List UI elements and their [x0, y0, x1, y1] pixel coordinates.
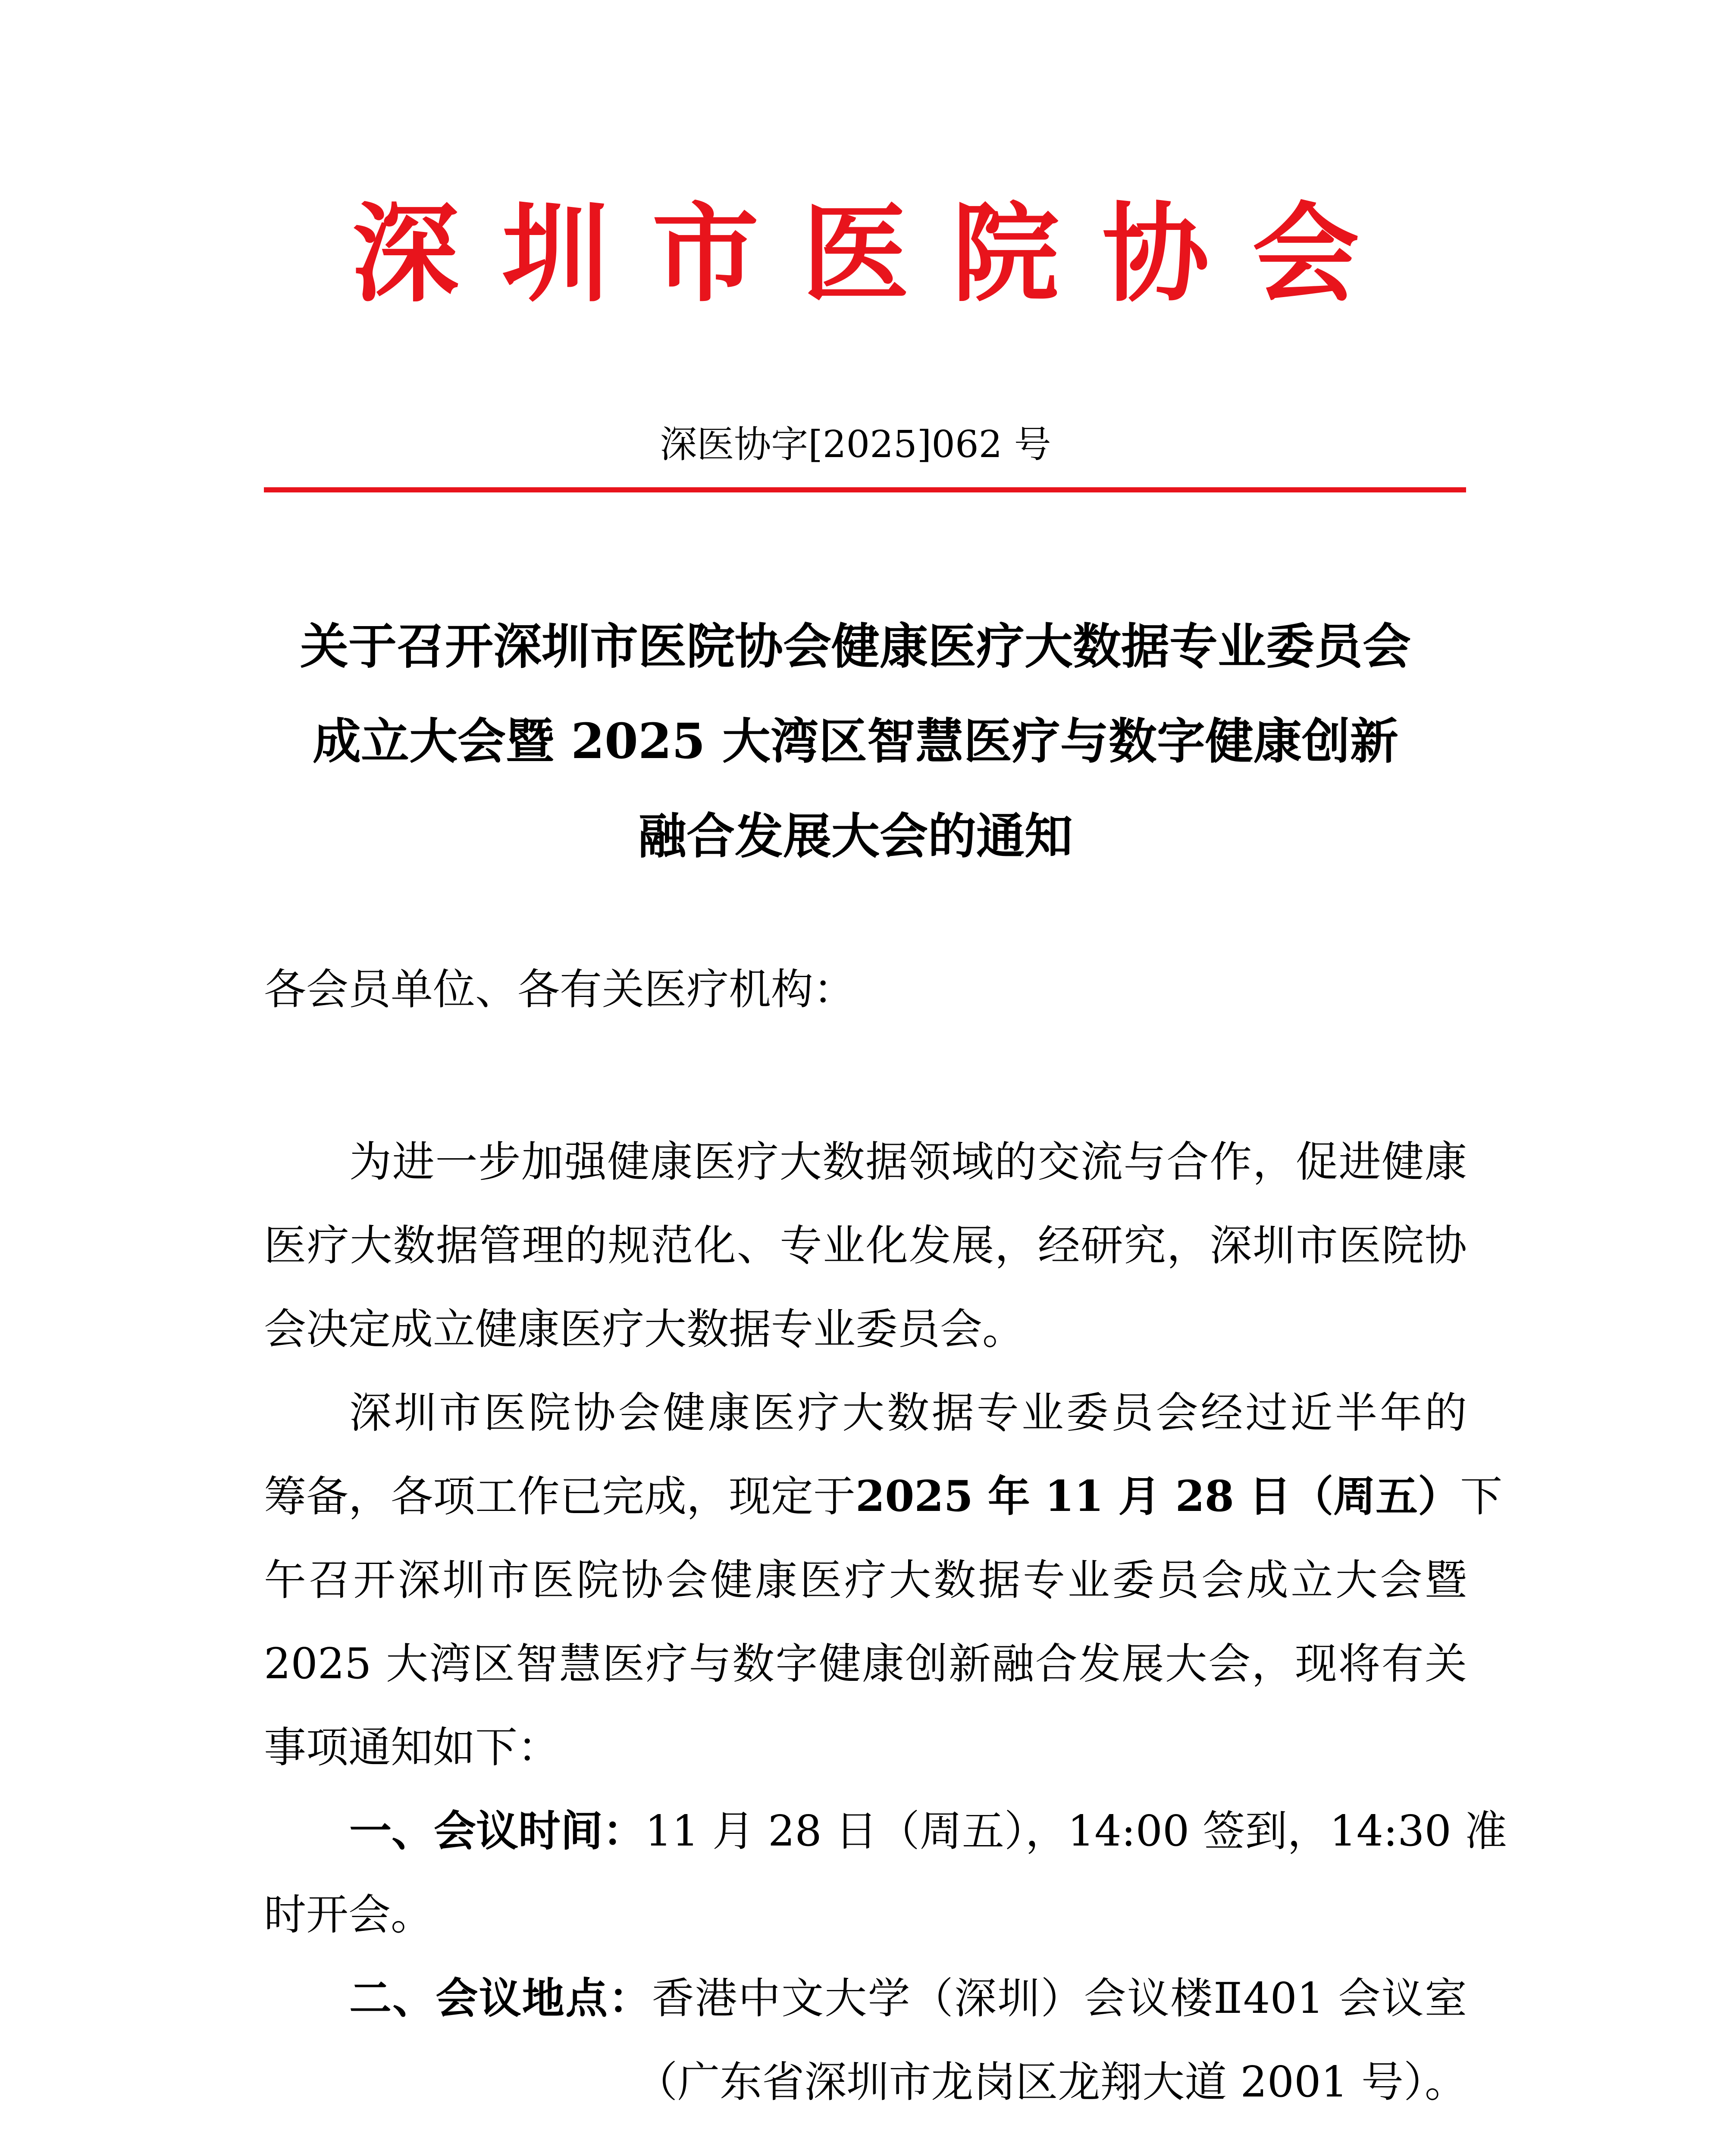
salutation: 各会员单位、各有关医疗机构： [264, 965, 856, 1014]
item2-line-1 [349, 1971, 1467, 2027]
red-divider-line [264, 487, 1466, 492]
para2-line-2-suffix: 下 [1460, 1472, 1503, 1521]
para2-line-5: 事项通知如下： [264, 1723, 560, 1772]
para2-line-2-prefix: 筹备，各项工作已完成，现定于 [264, 1472, 856, 1521]
para1-line-1-text: 为进一步加强健康医疗大数据领域的交流与合作，促进健康 [349, 1138, 1467, 1187]
document-number: 深医协字[2025]062 号 [660, 423, 1051, 466]
item1-label: 一、会议时间： [349, 1806, 646, 1856]
title-line-3: 融合发展大会的通知 [638, 808, 1073, 865]
document-title [241, 599, 1470, 884]
title-line-2: 成立大会暨 2025 大湾区智慧医疗与数字健康创新 [313, 713, 1398, 770]
para1-line-2-text: 医疗大数据管理的规范化、专业化发展，经研究，深圳市医院协 [264, 1221, 1467, 1270]
item1-continuation: 时开会。 [264, 1890, 433, 1940]
item2-label: 二、会议地点： [349, 1974, 652, 2023]
para2-line-4 [264, 1636, 1467, 1692]
item1-line-1-text [349, 1803, 1507, 1859]
item1-text: 11 月 28 日（周五），14:00 签到，14:30 准 [645, 1807, 1507, 1856]
para2-line-2-text [264, 1469, 1503, 1525]
item1-line-1 [349, 1803, 1507, 1859]
para2-line-1 [349, 1385, 1467, 1441]
para2-line-2 [264, 1469, 1503, 1525]
meeting-date-bold: 2025 年 11 月 28 日（周五） [856, 1472, 1460, 1521]
item2-line-1-text [349, 1971, 1467, 2027]
para2-line-1-text: 深圳市医院协会健康医疗大数据专业委员会经过近半年的 [349, 1388, 1467, 1438]
org-name-heading: 深圳市医院协会 [352, 192, 1402, 317]
para1-line-3: 会决定成立健康医疗大数据专业委员会。 [264, 1305, 1025, 1354]
para1-line-1 [349, 1134, 1467, 1190]
para2-line-3 [264, 1552, 1467, 1608]
item2-continuation: （广东省深圳市龙岗区龙翔大道 2001 号）。 [635, 2058, 1467, 2107]
para2-line-4-text: 2025 大湾区智慧医疗与数字健康创新融合发展大会，现将有关 [264, 1639, 1467, 1689]
para1-line-2 [264, 1218, 1467, 1274]
item2-text: 香港中文大学（深圳）会议楼Ⅱ401 会议室 [652, 1974, 1467, 2023]
title-line-1: 关于召开深圳市医院协会健康医疗大数据专业委员会 [300, 618, 1411, 675]
para2-line-3-text: 午召开深圳市医院协会健康医疗大数据专业委员会成立大会暨 [264, 1556, 1467, 1605]
